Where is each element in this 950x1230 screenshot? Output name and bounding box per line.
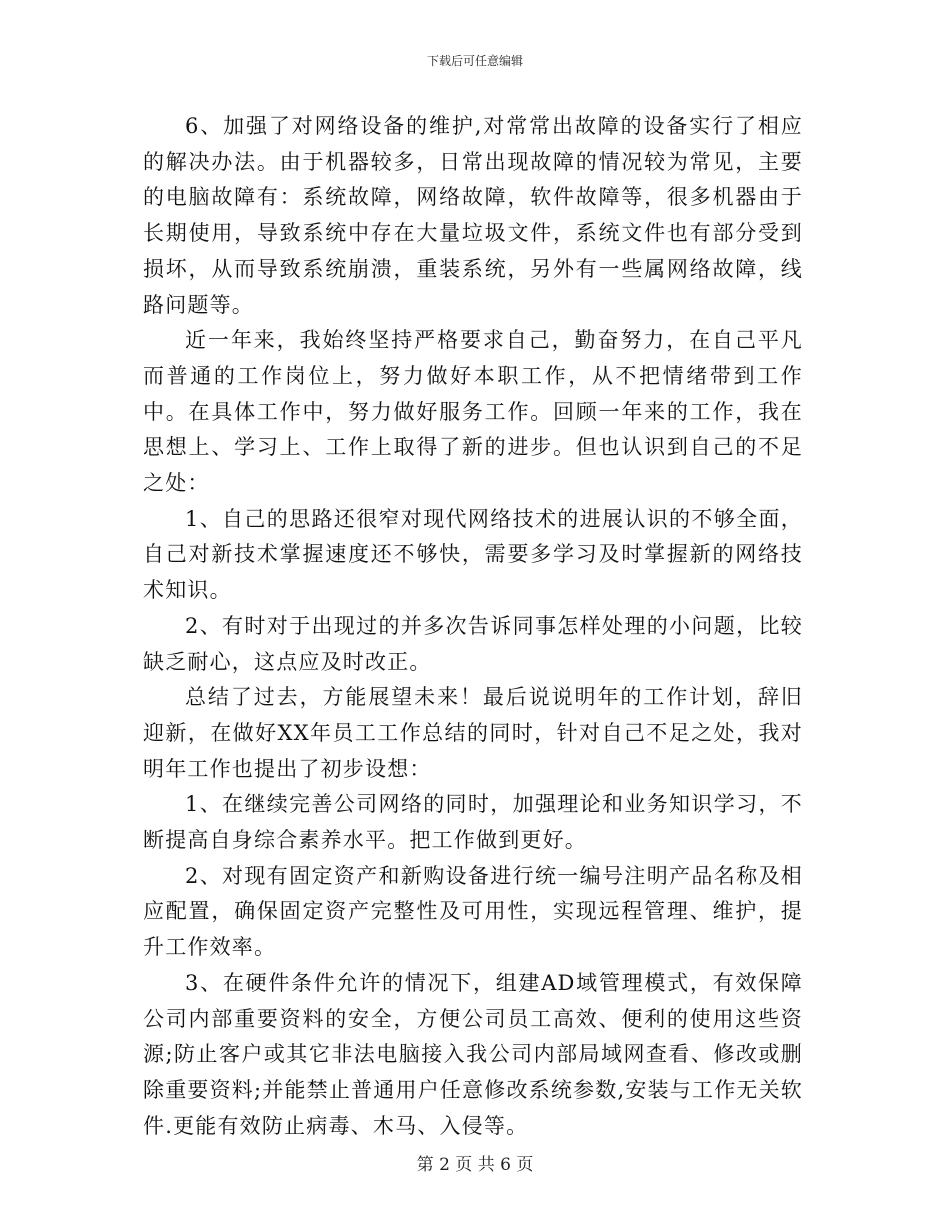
paragraph-network-maintenance: 6、加强了对网络设备的维护,对常常出故障的设备实行了相应的解决办法。由于机器较多，日常出现故障的情况较为常见，主要的电脑故障有：系统故障，网络故障，软件故障等，很多机器由于长期使用，导致系统中存在大量垃圾文件，系统文件也有部分受到损坏，从而导致系统崩溃，重装系统，另外有一些属网络故障，线路问题等。	[143, 114, 803, 317]
paragraph-year-review: 近一年来，我始终坚持严格要求自己，勤奋努力，在自己平凡而普通的工作岗位上，努力做好本职工作，从不把情绪带到工作中。在具体工作中，努力做好服务工作。回顾一年来的工作，我在思想上、学习上、工作上取得了新的进步。但也认识到自己的不足之处：	[143, 328, 803, 496]
paragraph-plan-2: 2、对现有固定资产和新购设备进行统一编号注明产品名称及相应配置，确保固定资产完整性及可用性，实现远程管理、维护，提升工作效率。	[143, 863, 803, 960]
paragraph-shortcoming-1: 1、自己的思路还很窄对现代网络技术的进展认识的不够全面，自己对新技术掌握速度还不够快，需要多学习及时掌握新的网络技术知识。	[143, 506, 803, 603]
document-body	[143, 109, 803, 1144]
paragraph-plan-intro: 总结了过去，方能展望未来！最后说说明年的工作计划，辞旧迎新，在做好XX年员工工作总结的同时，针对自己不足之处，我对明年工作也提出了初步设想：	[143, 685, 803, 781]
paragraph-shortcoming-2: 2、有时对于出现过的并多次告诉同事怎样处理的小问题，比较缺乏耐心，这点应及时改正。	[143, 613, 803, 674]
page-header: 下载后可任意编辑	[426, 54, 523, 68]
paragraph-plan-3: 3、在硬件条件允许的情况下，组建AD域管理模式，有效保障公司内部重要资料的安全，方便公司员工高效、便利的使用这些资源;防止客户或其它非法电脑接入我公司内部局域网查看、修改或删除重要资料;并能禁止普通用户任意修改系统参数,安装与工作无关软件.更能有效防止病毒、木马、入侵等。	[143, 970, 803, 1138]
paragraph-plan-1: 1、在继续完善公司网络的同时，加强理论和业务知识学习，不断提高自身综合素养水平。把工作做到更好。	[143, 792, 803, 853]
page-number-footer: 第 2 页 共 6 页	[416, 1155, 534, 1175]
